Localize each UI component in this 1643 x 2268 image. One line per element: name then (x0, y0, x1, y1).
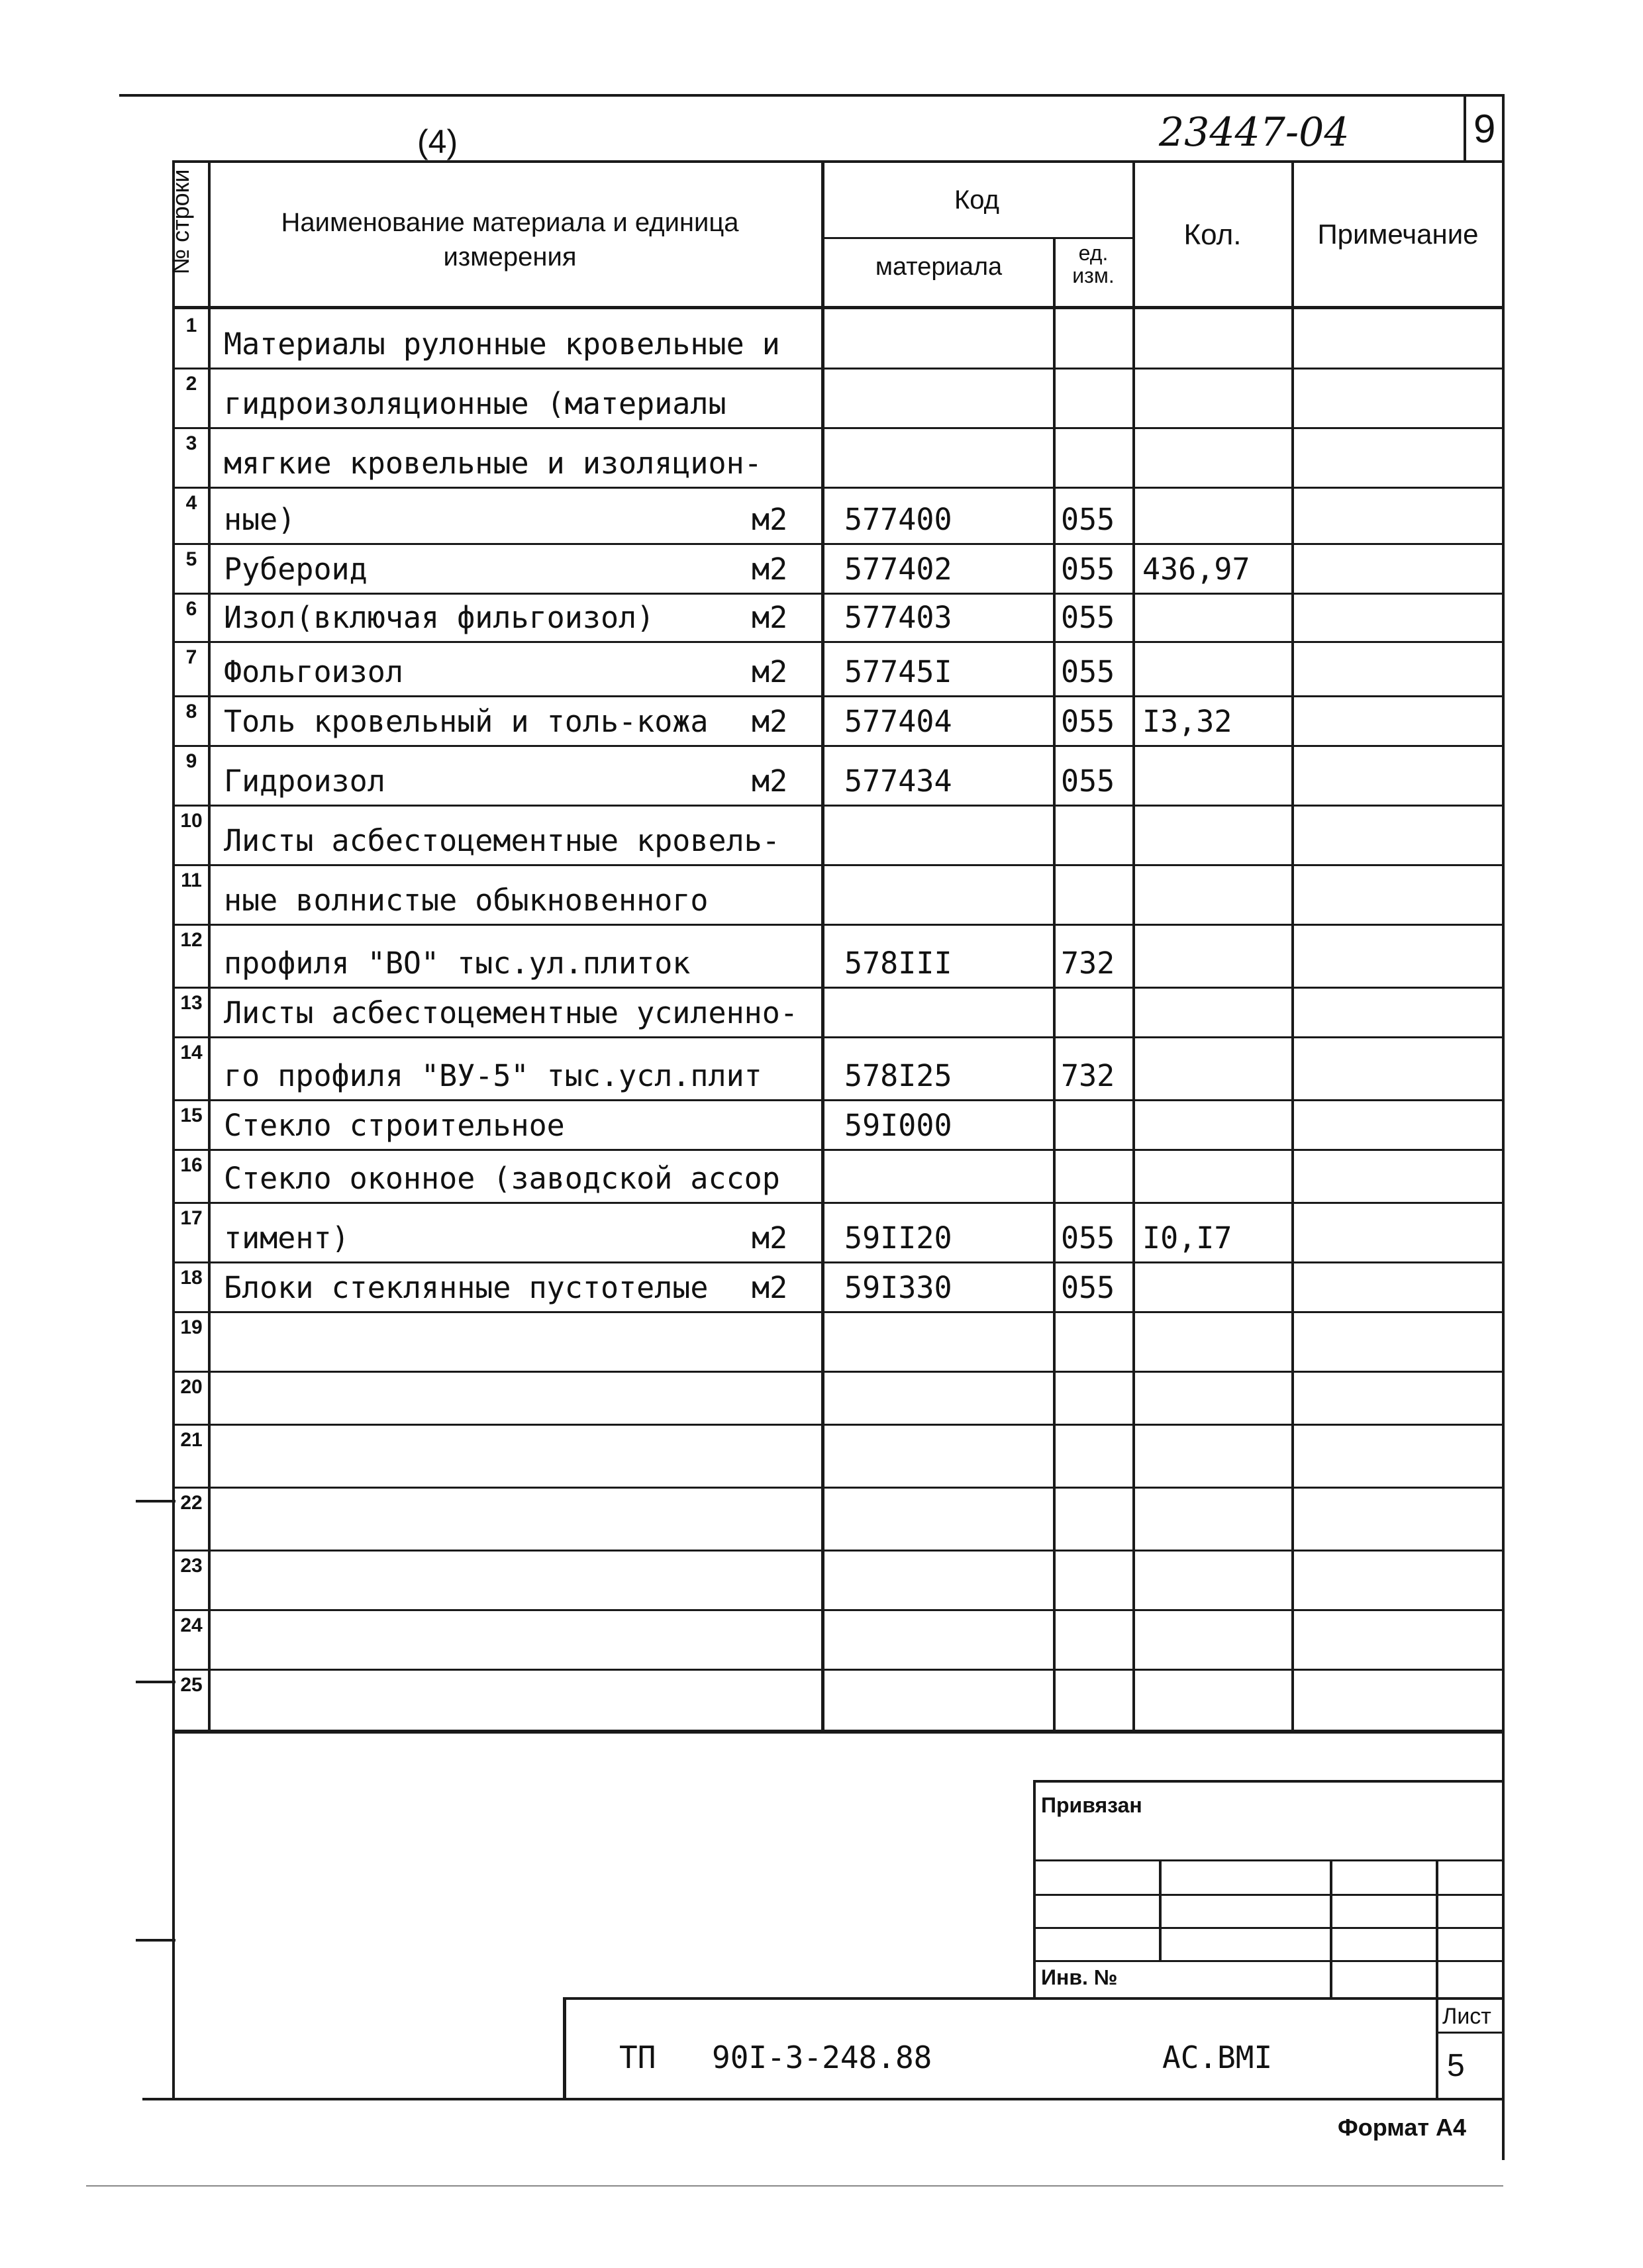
stamp-line-1 (1033, 1859, 1505, 1861)
row-line (172, 1149, 1505, 1151)
row-unit: м2 (752, 764, 788, 799)
col-sep-name (821, 160, 824, 1733)
row-material-code: 577404 (844, 704, 952, 739)
row-qty: I3,32 (1142, 704, 1232, 739)
row-name: Фольгоизол (224, 654, 403, 689)
row-qty: 436,97 (1142, 552, 1250, 587)
row-line (172, 924, 1505, 926)
stamp-vsep-3 (1436, 1859, 1438, 1998)
row-name: профиля "ВО" тыс.ул.плиток (224, 946, 691, 981)
stamp-line-4 (1033, 1960, 1505, 1962)
title-top-line (563, 1997, 1505, 2000)
row-name: Стекло строительное (224, 1108, 565, 1143)
row-material-code: 577400 (844, 502, 952, 537)
sheet-number: 5 (1447, 2048, 1465, 2083)
header-bottom-line (172, 306, 1505, 309)
row-name: Блоки стеклянные пустотелые (224, 1270, 709, 1305)
stamp-line-3 (1033, 1927, 1505, 1929)
row-unit-code: 732 (1061, 1058, 1115, 1093)
row-number: 4 (185, 492, 197, 514)
row-material-code: 59II20 (844, 1220, 952, 1256)
row-line (172, 1424, 1505, 1426)
row-number: 15 (180, 1105, 203, 1126)
row-line (172, 745, 1505, 747)
row-number: 2 (185, 373, 197, 395)
page-bottom-line (86, 2185, 1503, 2187)
sheet-label: Лист (1442, 2004, 1491, 2029)
data-bottom-line (172, 1730, 1505, 1734)
row-name: тимент) (224, 1220, 350, 1256)
row-unit-code: 732 (1061, 946, 1115, 981)
linked-label: Привязан (1041, 1793, 1142, 1817)
row-line (172, 593, 1505, 595)
col-header-row-no: № строки (167, 169, 194, 275)
row-line (172, 487, 1505, 489)
row-number: 6 (185, 598, 197, 620)
col-sep-material (1053, 238, 1056, 1733)
row-number: 13 (180, 992, 203, 1014)
row-material-code: 578III (844, 946, 952, 981)
tp-label: ТП (619, 2040, 656, 2075)
section-number: (4) (417, 123, 458, 160)
row-line (172, 1669, 1505, 1671)
row-line (172, 695, 1505, 697)
row-name: гидроизоляционные (материалы (224, 386, 726, 421)
title-left-line (563, 1997, 566, 2100)
col-sep-qty (1291, 160, 1294, 1733)
row-name: ные волнистые обыкновенного (224, 883, 709, 918)
row-name: Гидроизол (224, 764, 385, 799)
row-number: 24 (180, 1614, 203, 1636)
stamp-vsep-2 (1330, 1859, 1332, 1998)
row-line (172, 368, 1505, 370)
row-line (172, 1371, 1505, 1373)
row-material-code: 57745I (844, 654, 952, 689)
row-name: мягкие кровельные и изоляцион- (224, 446, 762, 481)
row-unit: м2 (752, 654, 788, 689)
col-header-name: Наименование материала и единица измерения (281, 208, 739, 271)
row-number: 23 (180, 1555, 203, 1577)
row-number: 14 (180, 1042, 203, 1063)
row-unit-code: 055 (1061, 600, 1115, 635)
code-subheader-line (821, 237, 1132, 239)
margin-tick-1 (136, 1500, 175, 1503)
row-line (172, 1311, 1505, 1313)
row-unit: м2 (752, 1220, 788, 1256)
row-number: 7 (185, 646, 197, 668)
row-unit-code: 055 (1061, 1270, 1115, 1305)
row-line (172, 1099, 1505, 1101)
sheet-label-line (1436, 2032, 1505, 2034)
row-line (172, 1487, 1505, 1489)
inv-label: Инв. № (1041, 1965, 1118, 1989)
row-material-code: 577434 (844, 764, 952, 799)
stamp-top-line (1033, 1780, 1505, 1783)
row-unit-code: 055 (1061, 1220, 1115, 1256)
row-number: 21 (180, 1429, 203, 1451)
row-unit-code: 055 (1061, 764, 1115, 799)
row-unit: м2 (752, 1270, 788, 1305)
row-name: Стекло оконное (заводской ассор (224, 1161, 780, 1196)
row-number: 1 (185, 315, 197, 336)
col-sep-rownum (208, 160, 211, 1733)
row-line (172, 1261, 1505, 1263)
row-number: 5 (185, 548, 197, 570)
row-material-code: 577403 (844, 600, 952, 635)
row-unit-code: 055 (1061, 552, 1115, 587)
stamp-vsep-1 (1159, 1859, 1162, 1962)
row-number: 8 (185, 701, 197, 722)
row-material-code: 59I330 (844, 1270, 952, 1305)
row-line (172, 1036, 1505, 1038)
row-name: Толь кровельный и толь-кожа (224, 704, 709, 739)
row-name: Изол(включая фильгоизол) (224, 600, 655, 635)
row-line (172, 805, 1505, 807)
sheet-sep-line (1436, 1997, 1438, 2100)
row-number: 10 (180, 810, 203, 832)
row-line (172, 427, 1505, 429)
row-number: 20 (180, 1376, 203, 1398)
row-unit: м2 (752, 704, 788, 739)
col-header-unit-code: ед. изм. (1072, 241, 1115, 287)
row-line (172, 987, 1505, 989)
row-name: Материалы рулонные кровельные и (224, 326, 780, 362)
row-line (172, 543, 1505, 545)
doc-code: АС.ВМI (1162, 2040, 1273, 2075)
format-label: Формат А4 (1338, 2114, 1467, 2141)
stamp-line-2 (1033, 1894, 1505, 1896)
page-number: 9 (1473, 107, 1496, 151)
row-unit: м2 (752, 552, 788, 587)
row-number: 18 (180, 1267, 203, 1289)
row-name: ные) (224, 502, 296, 537)
table-top-line (172, 160, 1505, 163)
stamp-left-line (1033, 1780, 1036, 1998)
col-header-material: материала (875, 253, 1003, 281)
row-number: 16 (180, 1154, 203, 1176)
col-sep-unitcode (1132, 160, 1135, 1733)
page-number-divider (1464, 94, 1466, 160)
row-unit-code: 055 (1061, 654, 1115, 689)
row-number: 9 (185, 750, 197, 772)
col-header-note: Примечание (1317, 219, 1479, 250)
table-bottom-line (142, 2098, 1505, 2100)
row-number: 3 (185, 432, 197, 454)
col-header-code: Код (954, 185, 999, 215)
row-unit-code: 055 (1061, 704, 1115, 739)
row-material-code: 578I25 (844, 1058, 952, 1093)
row-number: 12 (180, 929, 203, 951)
row-number: 11 (181, 869, 202, 891)
margin-tick-3 (136, 1939, 175, 1942)
row-number: 25 (180, 1674, 203, 1696)
row-material-code: 577402 (844, 552, 952, 587)
row-name: Рубероид (224, 552, 368, 587)
margin-tick-2 (136, 1681, 175, 1683)
col-header-qty: Кол. (1183, 219, 1242, 251)
row-material-code: 59I000 (844, 1108, 952, 1143)
row-unit: м2 (752, 502, 788, 537)
row-line (172, 1609, 1505, 1611)
tp-number: 90I-3-248.88 (712, 2040, 932, 2075)
row-unit-code: 055 (1061, 502, 1115, 537)
row-line (172, 1202, 1505, 1204)
row-number: 19 (180, 1316, 203, 1338)
row-number: 22 (180, 1492, 203, 1514)
right-outer-border (1502, 94, 1505, 2160)
row-name: Листы асбестоцементные усиленно- (224, 995, 798, 1030)
row-name: Листы асбестоцементные кровель- (224, 823, 780, 858)
doc-number: 23447-04 (1159, 109, 1350, 156)
row-line (172, 1550, 1505, 1552)
row-number: 17 (180, 1207, 203, 1229)
row-line (172, 641, 1505, 643)
row-unit: м2 (752, 600, 788, 635)
row-qty: I0,I7 (1142, 1220, 1232, 1256)
row-line (172, 864, 1505, 866)
row-name: го профиля "ВУ-5" тыс.усл.плит (224, 1058, 762, 1093)
top-border-line (119, 94, 1503, 97)
